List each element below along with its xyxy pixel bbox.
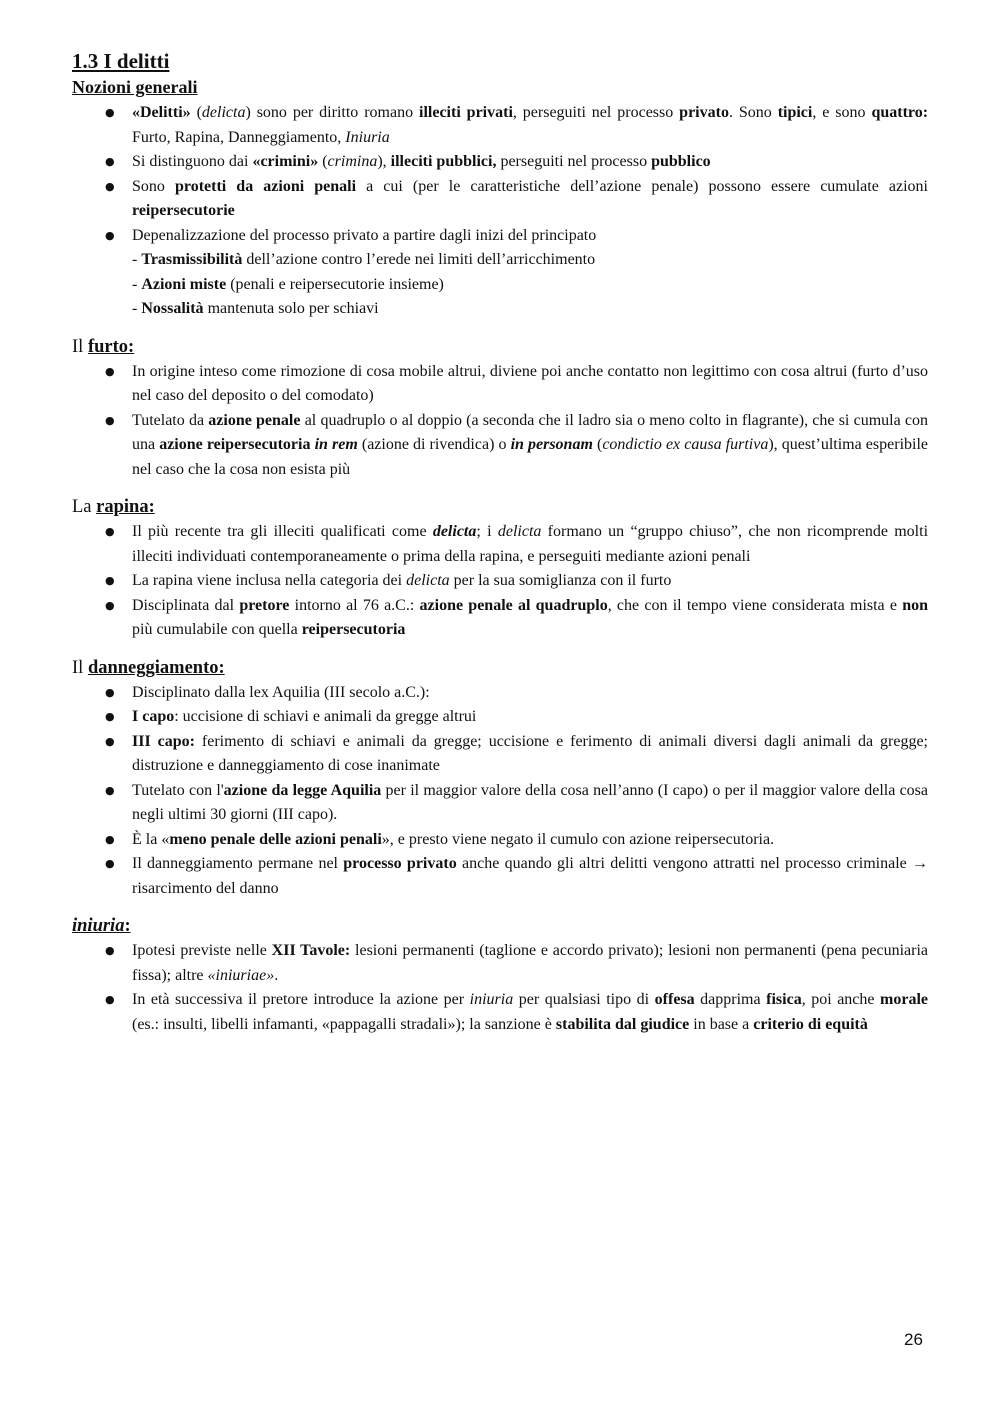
list-item: ● Tutelato da azione penale al quadruplo o al doppio (a seconda che il ladro sia o meno colto in flagrante), che si cumula con una azione reipersecutoria in rem (azione di rivendica) o in personam (condictio ex causa furtiva), quest’ultima esperibile nel caso che la cosa non esista più <box>72 409 928 483</box>
bullet-icon: ● <box>105 857 115 870</box>
list-item: ● III capo: ferimento di schiavi e animali da gregge; uccisione e ferimento di animali diversi dagli animali da gregge; distruzione e danneggiamento di cose inanimate <box>72 730 928 779</box>
section-heading-danneggiamento: Il danneggiamento: <box>72 657 225 678</box>
list-item: ● Il più recente tra gli illeciti qualificati come delicta; i delicta formano un “gruppo chiuso”, che non ricomprende molti illeciti individuati contemporaneamente o prima della rapina, e perseguiti mediante azioni penali <box>72 520 928 569</box>
bullet-icon: ● <box>105 574 115 587</box>
bullet-icon: ● <box>105 710 115 723</box>
bullet-icon: ● <box>105 413 115 427</box>
iniuria-list <box>72 939 928 1037</box>
list-item: ● Depenalizzazione del processo privato a partire dagli inizi del principato - Trasmissibilità dell’azione contro l’erede nei limiti dell’arricchimento - Azioni miste (penali e reipersecutorie insieme) - Nossalità mantenuta solo per schiavi <box>72 224 928 322</box>
list-item: ● Si distinguono dai «crimini» (crimina), illeciti pubblici, perseguiti nel processo pubblico <box>72 150 928 175</box>
bullet-icon: ● <box>105 155 115 168</box>
bullet-icon: ● <box>105 734 115 748</box>
bullet-icon: ● <box>105 944 115 957</box>
list-item: ● «Delitti» (delicta) sono per diritto romano illeciti privati, perseguiti nel processo privato. Sono tipici, e sono quattro: Furto, Rapina, Danneggiamento, Iniuria <box>72 101 928 150</box>
bullet-icon: ● <box>105 179 115 193</box>
furto-list <box>72 360 928 483</box>
list-item: ● Il danneggiamento permane nel processo privato anche quando gli altri delitti vengono attratti nel processo criminale → risarcimento del danno <box>72 852 928 901</box>
section-heading-iniuria: iniuria: <box>72 916 131 936</box>
bullet-icon: ● <box>105 364 115 378</box>
section-heading-furto: Il furto: <box>72 336 135 357</box>
list-item: ● Disciplinato dalla lex Aquilia (III secolo a.C.): <box>72 681 928 706</box>
sub-item: - Azioni miste (penali e reipersecutorie insieme) <box>132 275 444 293</box>
bullet-icon: ● <box>105 106 115 119</box>
list-item: ● In età successiva il pretore introduce la azione per iniuria per qualsiasi tipo di offesa dapprima fisica, poi anche morale (es.: insulti, libelli infamanti, «pappagalli stradali»); la sanzione è stabilita dal giudice in base a criterio di equità <box>72 988 928 1037</box>
list-item: ● I capo: uccisione di schiavi e animali da gregge altrui <box>72 705 928 730</box>
page-title: 1.3 I delitti <box>72 49 170 73</box>
bullet-icon: ● <box>105 685 115 699</box>
section-subtitle: Nozioni generali <box>72 77 198 97</box>
rapina-list <box>72 520 928 643</box>
danneggiamento-list <box>72 681 928 902</box>
bullet-icon: ● <box>105 228 115 242</box>
list-item: ● Sono protetti da azioni penali a cui (per le caratteristiche dell’azione penale) possono essere cumulate azioni reipersecutorie <box>72 175 928 224</box>
list-item: ● La rapina viene inclusa nella categoria dei delicta per la sua somiglianza con il furto <box>72 569 928 594</box>
bullet-icon: ● <box>105 832 115 846</box>
section-heading-rapina: La rapina: <box>72 497 155 517</box>
list-item: ● È la «meno penale delle azioni penali», e presto viene negato il cumulo con azione reipersecutoria. <box>72 828 928 853</box>
bullet-icon: ● <box>105 993 115 1006</box>
bullet-icon: ● <box>105 783 115 797</box>
sub-item: - Trasmissibilità dell’azione contro l’erede nei limiti dell’arricchimento <box>132 251 596 268</box>
list-item: ● Disciplinata dal pretore intorno al 76 a.C.: azione penale al quadruplo, che con il tempo viene considerata mista e non più cumulabile con quella reipersecutoria <box>72 594 928 643</box>
page-number: 26 <box>904 1330 923 1349</box>
list-item: ● Tutelato con l'azione da legge Aquilia per il maggior valore della cosa nell’anno (I capo) o per il maggior valore della cosa negli ultimi 30 giorni (III capo). <box>72 779 928 828</box>
bullet-icon: ● <box>105 525 115 538</box>
bullet-icon: ● <box>105 598 115 612</box>
list-item: ● In origine inteso come rimozione di cosa mobile altrui, diviene poi anche contatto non legittimo con cosa altrui (furto d’uso nel caso del deposito o del comodato) <box>72 360 928 409</box>
list-item: ● Ipotesi previste nelle XII Tavole: lesioni permanenti (taglione e accordo privato); lesioni non permanenti (pena pecuniaria fissa); altre «iniuriae». <box>72 939 928 988</box>
nozioni-list <box>72 101 928 322</box>
document-page <box>72 47 928 1045</box>
sub-item: - Nossalità mantenuta solo per schiavi <box>132 300 379 317</box>
